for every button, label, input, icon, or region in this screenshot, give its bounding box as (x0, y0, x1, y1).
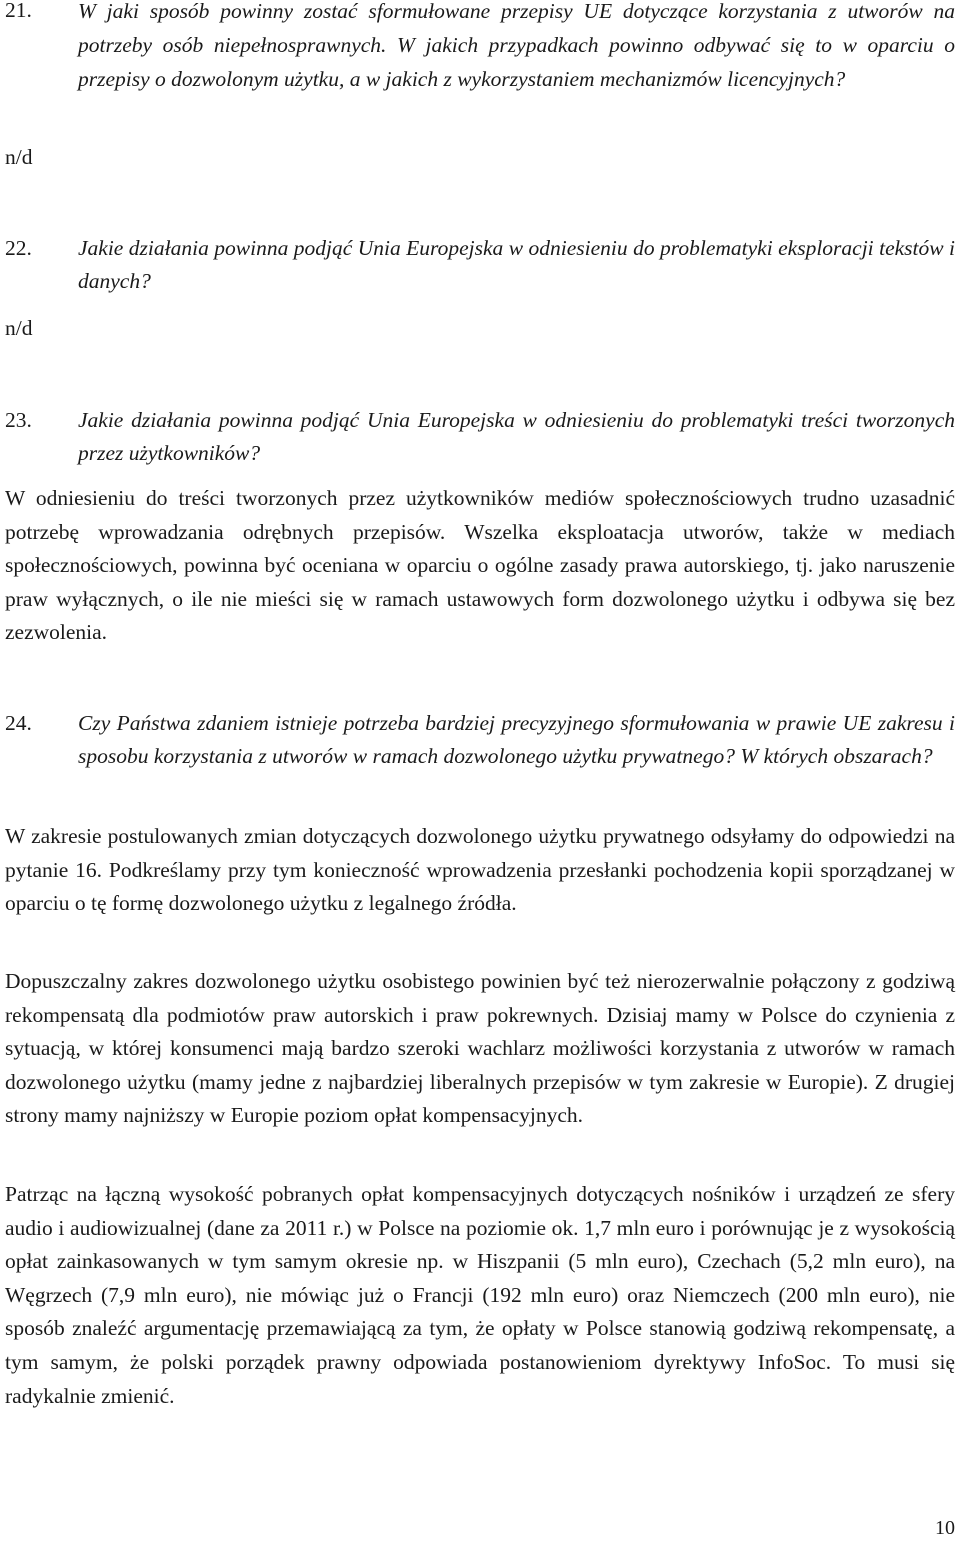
question-text: W jaki sposób powinny zostać sformułowane przepisy UE dotyczące korzystania z utworów na potrzeby osób niepełnosprawnych. W jakich przypadkach powinno odbywać się to w oparciu o przepisy o dozwolonym użytku, a w jakich z wykorzystaniem mechanizmów licencyjnych? (78, 0, 955, 91)
question-number: 23. (5, 408, 32, 432)
answer-text: n/d (5, 145, 33, 169)
question-23 (0, 404, 955, 470)
answer-paragraph: Patrząc na łączną wysokość pobranych opłat kompensacyjnych dotyczących nośników i urządzeń ze sfery audio i audiowizualnej (dane za 2011 r.) w Polsce na poziomie ok. 1,7 mln euro i porównując je z wysokością opłat zainkasowanych w tym samym okresie np. w Hiszpanii (5 mln euro), Czechach (5,2 mln euro), na Węgrzech (7,9 mln euro), nie mówiąc już o Francji (192 mln euro) oraz Niemczech (200 mln euro), nie sposób znaleźć argumentację przemawiającą za tym, że opłaty w Polsce stanowią godziwą rekompensatę, a tym samym, że polski porządek prawny odpowiada postanowieniom dyrektywy InfoSoc. To musi się radykalnie zmienić. (5, 1182, 955, 1408)
answer-paragraph: W zakresie postulowanych zmian dotyczących dozwolonego użytku prywatnego odsyłamy do odpowiedzi na pytanie 16. Podkreślamy przy tym konieczność wprowadzenia przesłanki pochodzenia kopii sporządzanej w oparciu o tę formę dozwolonego użytku z legalnego źródła. (5, 824, 955, 916)
question-number: 22. (5, 236, 32, 260)
answer-text: n/d (5, 316, 33, 340)
question-24 (0, 707, 955, 773)
question-text: Jakie działania powinna podjąć Unia Europejska w odniesieniu do problematyki eksploracji tekstów i danych? (78, 236, 955, 293)
answer-paragraph: Dopuszczalny zakres dozwolonego użytku osobistego powinien być też nierozerwalnie połączony z godziwą rekompensatą dla podmiotów praw autorskich i praw pokrewnych. Dzisiaj mamy w Polsce do czynienia z sytuacją, w której konsumenci mają bardzo szeroki wachlarz możliwości korzystania z utworów w ramach dozwolonego użytku (mamy jedne z najbardziej liberalnych przepisów w tym zakresie w Europie). Z drugiej strony mamy najniższy w Europie poziom opłat kompensacyjnych. (5, 969, 955, 1128)
question-22 (0, 232, 955, 298)
page-number: 10 (935, 1517, 955, 1539)
question-21 (0, 0, 955, 96)
question-number: 21. (5, 0, 32, 22)
question-number: 24. (5, 711, 32, 735)
question-text: Jakie działania powinna podjąć Unia Europejska w odniesieniu do problematyki treści tworzonych przez użytkowników? (78, 408, 955, 465)
answer-paragraph: W odniesieniu do treści tworzonych przez użytkowników mediów społecznościowych trudno uzasadnić potrzebę wprowadzania odrębnych przepisów. Wszelka eksploatacja utworów, także w mediach społecznościowych, powinna być oceniana w oparciu o ogólne zasady prawa autorskiego, tj. jako naruszenie praw wyłącznych, o ile nie mieści się w ramach ustawowych form dozwolonego użytku i odbywa się bez zezwolenia. (5, 486, 955, 645)
question-text: Czy Państwa zdaniem istnieje potrzeba bardziej precyzyjnego sformułowania w prawie UE zakresu i sposobu korzystania z utworów w ramach dozwolonego użytku prywatnego? W których obszarach? (78, 711, 955, 768)
